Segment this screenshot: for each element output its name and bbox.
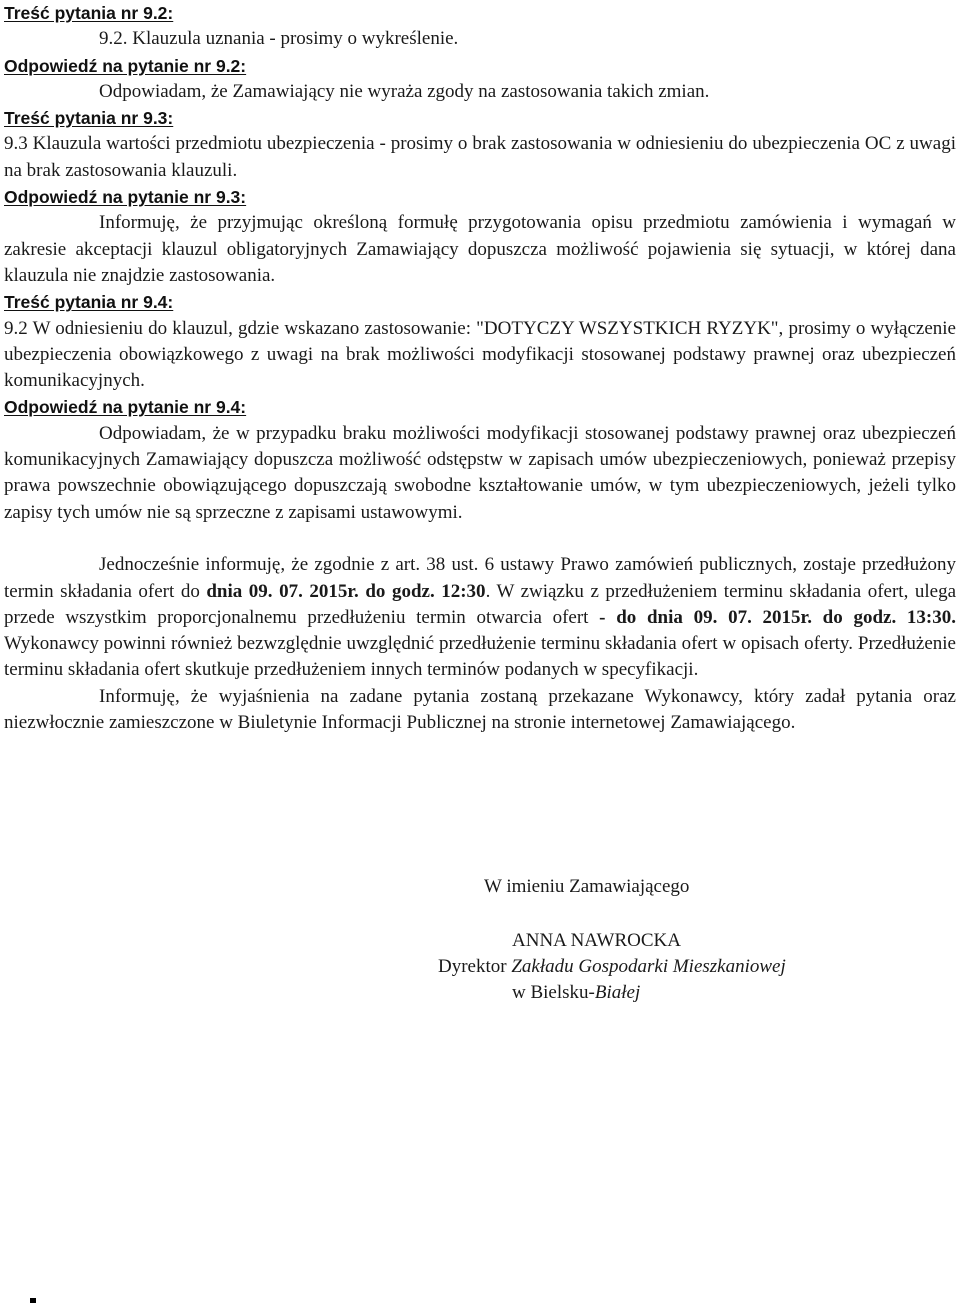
answer-9-4-heading: Odpowiedź na pytanie nr 9.4: bbox=[4, 397, 247, 418]
extension-text-3: Wykonawcy powinni również bezwzględnie uwzględnić przedłużenie terminu składania ofert w opisach oferty. Przedłużenie terminu składania ofert skutkuje przedłużeniem innych terminów podanych w specyfikacji. bbox=[4, 633, 956, 681]
question-9-3-text: 9.3 Klauzula wartości przedmiotu ubezpieczenia - prosimy o brak zastosowania w odniesieniu do ubezpieczenia OC z uwagi na brak zastosowania klauzuli. bbox=[4, 133, 956, 181]
document-page bbox=[4, 0, 956, 736]
answer-9-3-text: Informuję, że przyjmując określoną formułę przygotowania opisu przedmiotu zamówienia i wymagań w zakresie akceptacji klauzul obligatoryjnych Zamawiający dopuszcza możliwość pojawienia się sytuacji, w której dana klauzula nie znajdzie zastosowania. bbox=[4, 212, 956, 286]
deadline-extension-paragraph bbox=[4, 552, 956, 683]
signature-name: ANNA NAWROCKA bbox=[512, 930, 681, 951]
signature-city bbox=[512, 980, 640, 1006]
extension-text-1: Jednocześnie informuję, że zgodnie z art. 38 ust. 6 ustawy Prawo zamówień publicznych, zostaje przedłużony termin składania ofert do bbox=[4, 554, 956, 602]
question-9-2-heading: Treść pytania nr 9.2: bbox=[4, 3, 174, 23]
question-9-3-heading: Treść pytania nr 9.3: bbox=[4, 108, 174, 129]
spacer bbox=[4, 526, 956, 552]
signature-city-prefix: w Bielsku- bbox=[512, 982, 595, 1003]
signature-on-behalf: W imieniu Zamawiającego bbox=[484, 876, 690, 897]
page-edge-mark bbox=[30, 1298, 36, 1303]
extension-deadline-opening: - do dnia 09. 07. 2015r. do godz. 13:30. bbox=[599, 606, 957, 628]
answer-9-2-heading: Odpowiedź na pytanie nr 9.2: bbox=[4, 55, 247, 76]
signature-title-prefix: Dyrektor bbox=[438, 956, 512, 977]
answer-9-4-text: Odpowiadam, że w przypadku braku możliwości modyfikacji stosowanej podstawy prawnej oraz ubezpieczeń komunikacyjnych Zamawiający dopuszcza możliwość odstępstw w zapisach umów ubezpieczeniowych, ponieważ przepisy prawa powszechnie obowiązującego dopuszczają swobodne kształtowanie umów, w tym ubezpieczeniowych, jeżeli tylko zapisy tych umów nie są sprzeczne z zapisami ustawowymi. bbox=[4, 422, 956, 523]
signature-title bbox=[438, 954, 786, 980]
question-9-4-heading: Treść pytania nr 9.4: bbox=[4, 292, 174, 313]
signature-city-suffix: Białej bbox=[594, 982, 641, 1003]
question-9-2-text: 9.2. Klauzula uznania - prosimy o wykreślenie. bbox=[99, 28, 459, 50]
question-9-4-text: 9.2 W odniesieniu do klauzul, gdzie wskazano zastosowanie: "DOTYCZY WSZYSTKICH RYZYK", prosimy o wyłączenie ubezpieczenia obowiązkowego z uwagi na brak możliwości modyfikacji stosowanej podstawy prawnej oraz ubezpieczeń komunikacyjnych. bbox=[4, 317, 956, 392]
answer-9-3-heading: Odpowiedź na pytanie nr 9.3: bbox=[4, 187, 247, 208]
closing-paragraph: Informuję, że wyjaśnienia na zadane pytania zostaną przekazane Wykonawcy, który zadał pytania oraz niezwłocznie zamieszczone w Biuletynie Informacji Publicznej na stronie internetowej Zamawiającego. bbox=[4, 685, 956, 734]
extension-deadline-submission: dnia 09. 07. 2015r. do godz. 12:30 bbox=[206, 580, 486, 602]
extension-text-2: . W związku z przedłużeniem terminu składania ofert, ulega przede wszystkim proporcjonalnemu przedłużeniu termin otwarcia ofert bbox=[4, 580, 957, 628]
answer-9-2-text: Odpowiadam, że Zamawiający nie wyraża zgody na zastosowania takich zmian. bbox=[99, 80, 710, 102]
signature-title-org: Zakładu Gospodarki Mieszkaniowej bbox=[511, 956, 786, 977]
